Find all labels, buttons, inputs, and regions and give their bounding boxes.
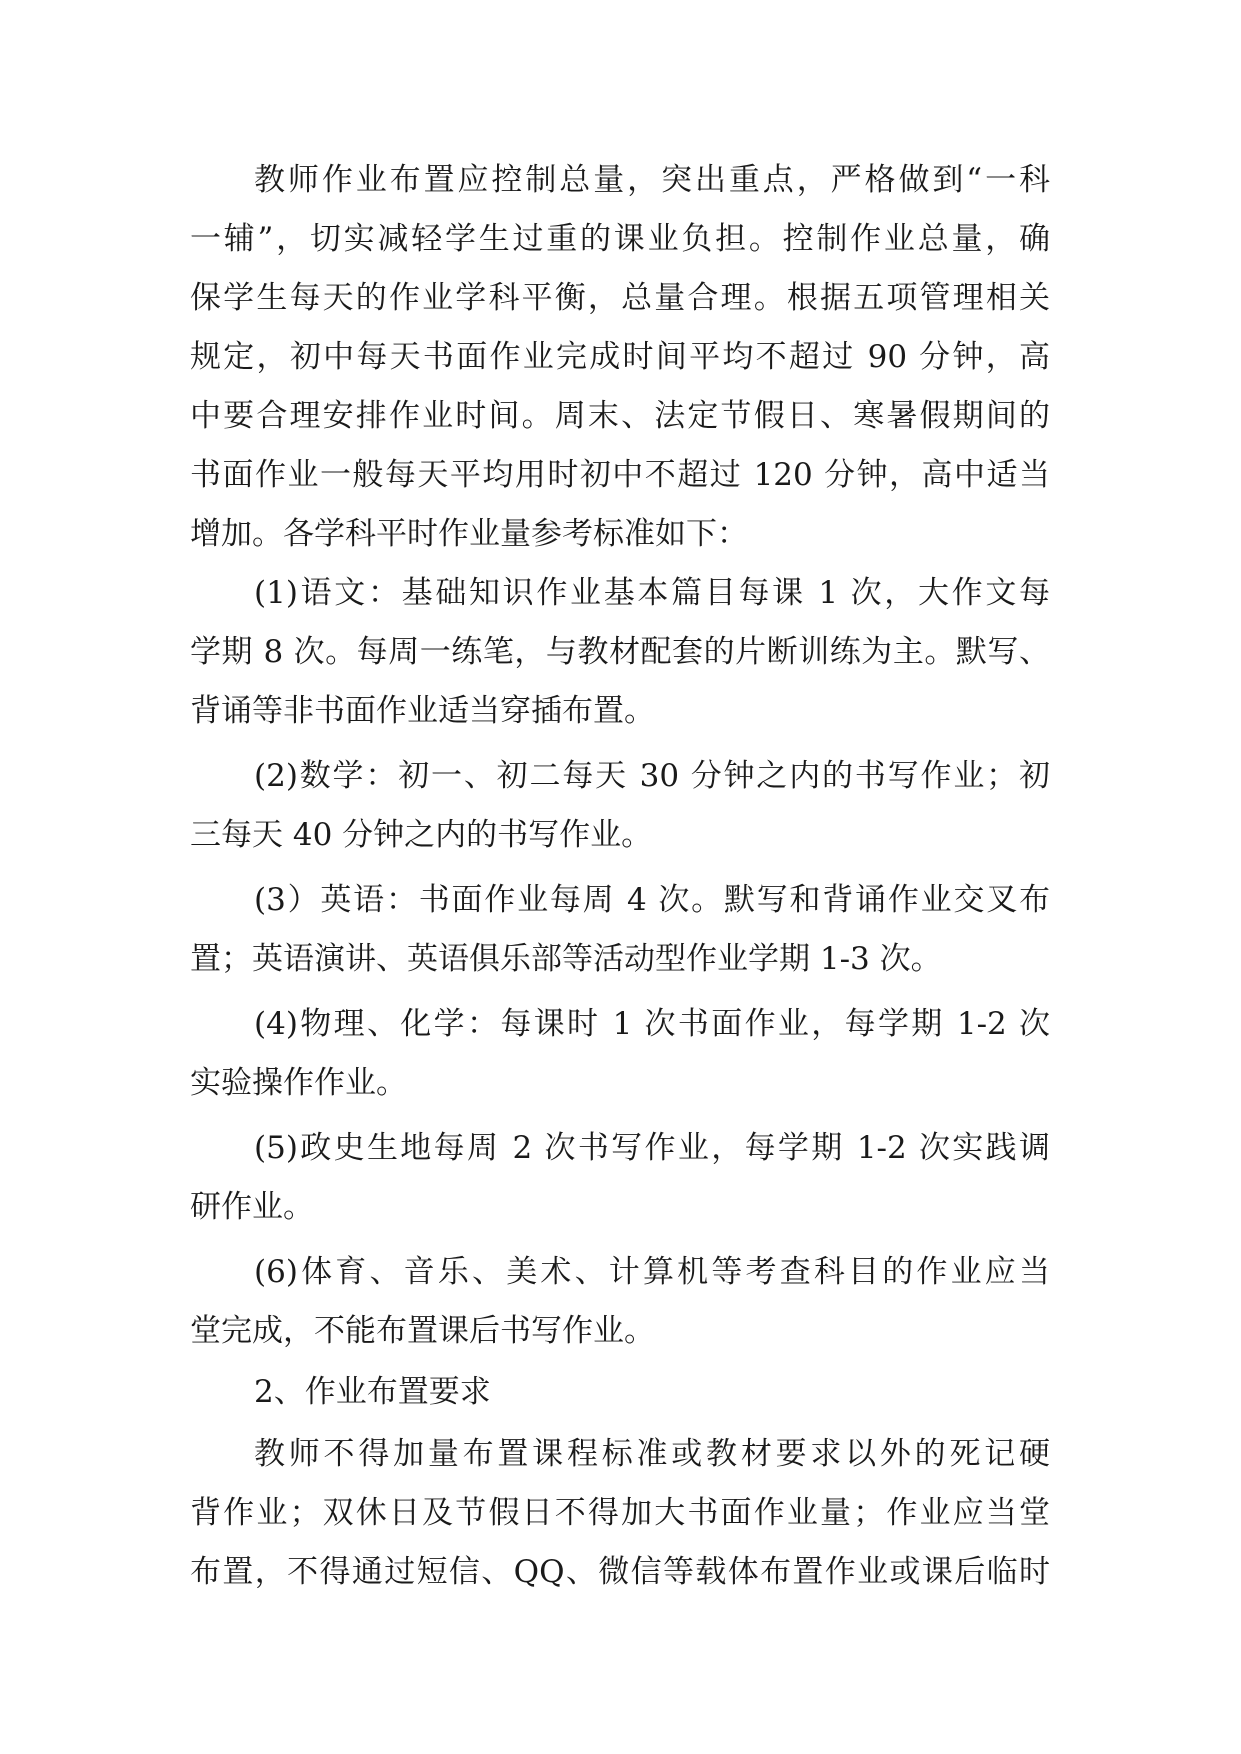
list-item-line: 置；英语演讲、英语俱乐部等活动型作业学期 1-3 次。 [190, 941, 942, 977]
list-item-line: 研作业。 [190, 1189, 314, 1225]
list-item-line: (6)体育、音乐、美术、计算机等考查科目的作业应当 [254, 1254, 1050, 1290]
paragraph-line: 保学生每天的作业学科平衡，总量合理。根据五项管理相关 [190, 280, 1050, 316]
paragraph-line: 书面作业一般每天平均用时初中不超过 120 分钟，高中适当 [190, 457, 1050, 493]
list-item-line: 学期 8 次。每周一练笔，与教材配套的片断训练为主。默写、 [190, 634, 1050, 670]
list-item-line: 背诵等非书面作业适当穿插布置。 [190, 693, 655, 729]
paragraph-line: 增加。各学科平时作业量参考标准如下： [190, 516, 748, 552]
list-item-line: (4)物理、化学：每课时 1 次书面作业，每学期 1-2 次 [254, 1006, 1050, 1042]
paragraph-line: 背作业；双休日及节假日不得加大书面作业量；作业应当堂 [190, 1495, 1050, 1531]
list-item-line: 堂完成，不能布置课后书写作业。 [190, 1313, 655, 1349]
paragraph-line: 中要合理安排作业时间。周末、法定节假日、寒暑假期间的 [190, 398, 1050, 434]
paragraph-line: 一辅”，切实减轻学生过重的课业负担。控制作业总量，确 [190, 221, 1050, 257]
paragraph-line: 布置，不得通过短信、QQ、微信等载体布置作业或课后临时 [190, 1554, 1050, 1590]
list-item-line: 实验操作作业。 [190, 1065, 407, 1101]
section-heading: 2、作业布置要求 [254, 1374, 491, 1410]
paragraph-line: 教师作业布置应控制总量，突出重点，严格做到“一科 [254, 162, 1050, 198]
list-item-line: (1)语文：基础知识作业基本篇目每课 1 次，大作文每 [254, 575, 1050, 611]
list-item-line: (5)政史生地每周 2 次书写作业，每学期 1-2 次实践调 [254, 1130, 1050, 1166]
paragraph-line: 教师不得加量布置课程标准或教材要求以外的死记硬 [254, 1436, 1050, 1472]
list-item-line: (3）英语：书面作业每周 4 次。默写和背诵作业交叉布 [254, 882, 1050, 918]
paragraph-line: 规定，初中每天书面作业完成时间平均不超过 90 分钟，高 [190, 339, 1050, 375]
list-item-line: (2)数学：初一、初二每天 30 分钟之内的书写作业；初 [254, 758, 1050, 794]
list-item-line: 三每天 40 分钟之内的书写作业。 [190, 817, 653, 853]
